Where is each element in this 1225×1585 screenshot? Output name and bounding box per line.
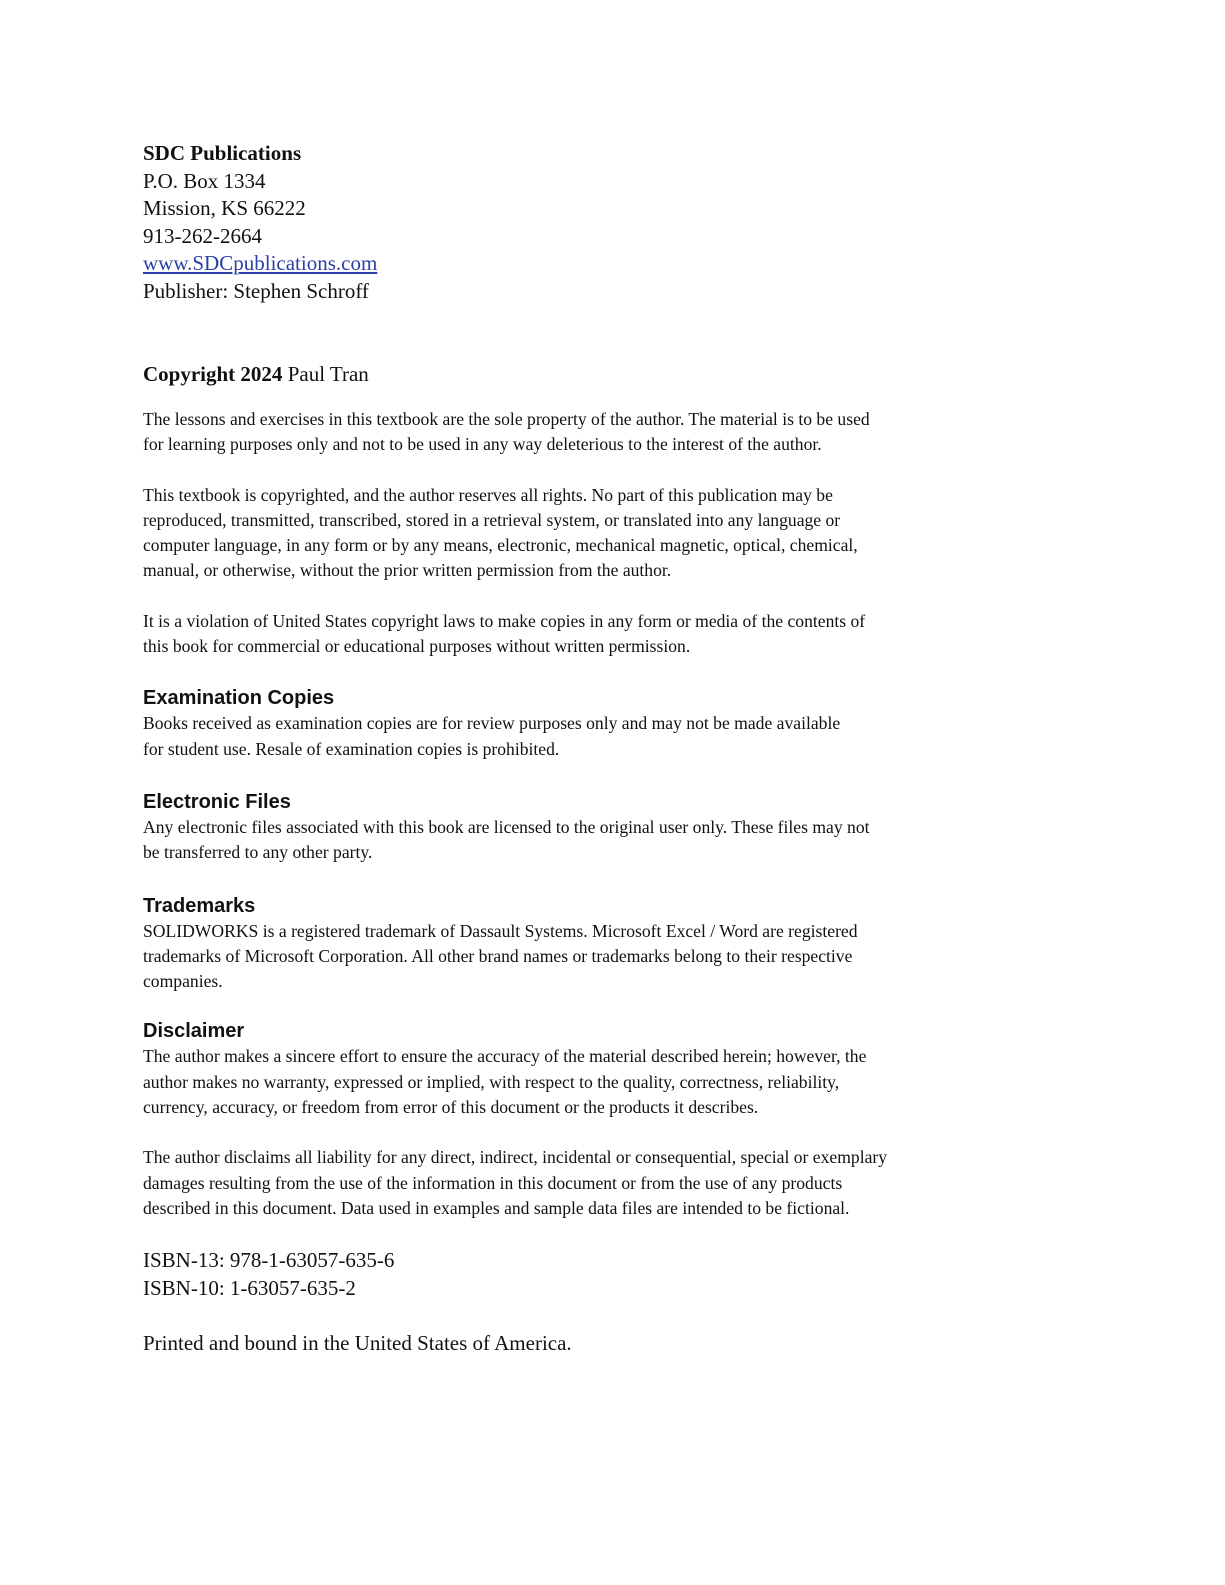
text-line: reproduced, transmitted, transcribed, stored in a retrieval system, or translated into any language or	[143, 509, 841, 530]
text-line: SOLIDWORKS is a registered trademark of Dassault Systems. Microsoft Excel / Word are registered	[143, 920, 858, 941]
copyright-notice	[143, 361, 1103, 387]
text-line: for student use. Resale of examination copies is prohibited.	[143, 738, 560, 759]
section-trademarks	[143, 893, 1103, 995]
text-line: The author disclaims all liability for any direct, indirect, incidental or consequential, special or exemplary	[143, 1147, 888, 1168]
section-heading: Disclaimer	[143, 1020, 245, 1043]
text-line: described in this document. Data used in examples and sample data files are intended to be fictional.	[143, 1197, 850, 1218]
section-heading: Trademarks	[143, 894, 256, 917]
text-line: This textbook is copyrighted, and the author reserves all rights. No part of this publication may be	[143, 484, 833, 505]
text-line: manual, or otherwise, without the prior written permission from the author.	[143, 560, 672, 581]
text-line: companies.	[143, 971, 223, 992]
section-electronic-files	[143, 789, 1103, 866]
text-line: Any electronic files associated with this book are licensed to the original user only. These files may not	[143, 816, 870, 837]
po-box: P.O. Box 1334	[143, 168, 266, 193]
city-state-zip: Mission, KS 66222	[143, 196, 306, 220]
text-line: damages resulting from the use of the information in this document or from the use of any products	[143, 1172, 843, 1193]
text-line: trademarks of Microsoft Corporation. All other brand names or trademarks belong to their respective	[143, 945, 853, 966]
copyright-page	[143, 140, 1103, 1356]
section-heading: Electronic Files	[143, 790, 291, 813]
text-line: author makes no warranty, expressed or implied, with respect to the quality, correctness, reliability,	[143, 1071, 840, 1092]
text-line: computer language, in any form or by any means, electronic, mechanical magnetic, optical, chemical,	[143, 535, 858, 556]
isbn-block	[143, 1247, 1103, 1302]
text-line: It is a violation of United States copyright laws to make copies in any form or media of the contents of	[143, 610, 866, 631]
isbn-13: ISBN-13: 978-1-63057-635-6	[143, 1248, 395, 1273]
rights-paragraph	[143, 483, 1103, 584]
text-line: currency, accuracy, or freedom from error of this document or the products it describes.	[143, 1097, 759, 1118]
property-paragraph	[143, 407, 1103, 458]
phone-number: 913-262-2664	[143, 223, 262, 248]
publisher-address	[143, 140, 1103, 305]
section-examination	[143, 685, 1103, 762]
copyright-author: Paul Tran	[282, 362, 369, 386]
text-line: for learning purposes only and not to be used in any way deleterious to the interest of the author.	[143, 434, 822, 455]
copyright-label: Copyright 2024	[143, 362, 283, 386]
text-line: be transferred to any other party.	[143, 842, 373, 863]
text-line: The author makes a sincere effort to ensure the accuracy of the material described herein; however, the	[143, 1046, 867, 1067]
text-line: The lessons and exercises in this textbook are the sole property of the author. The material is to be used	[143, 409, 870, 429]
publisher-line: Publisher: Stephen Schroff	[143, 278, 369, 303]
section-heading: Examination Copies	[143, 687, 335, 710]
text-line: this book for commercial or educational purposes without written permission.	[143, 636, 691, 657]
isbn-10: ISBN-10: 1-63057-635-2	[143, 1275, 356, 1300]
printed-notice: Printed and bound in the United States of America.	[143, 1331, 572, 1356]
website-link[interactable]: www.SDCpublications.com	[143, 251, 378, 275]
violation-paragraph	[143, 609, 1103, 660]
publisher-name: SDC Publications	[143, 141, 302, 165]
section-disclaimer	[143, 1018, 1103, 1221]
text-line: Books received as examination copies are for review purposes only and may not be made available	[143, 713, 841, 734]
